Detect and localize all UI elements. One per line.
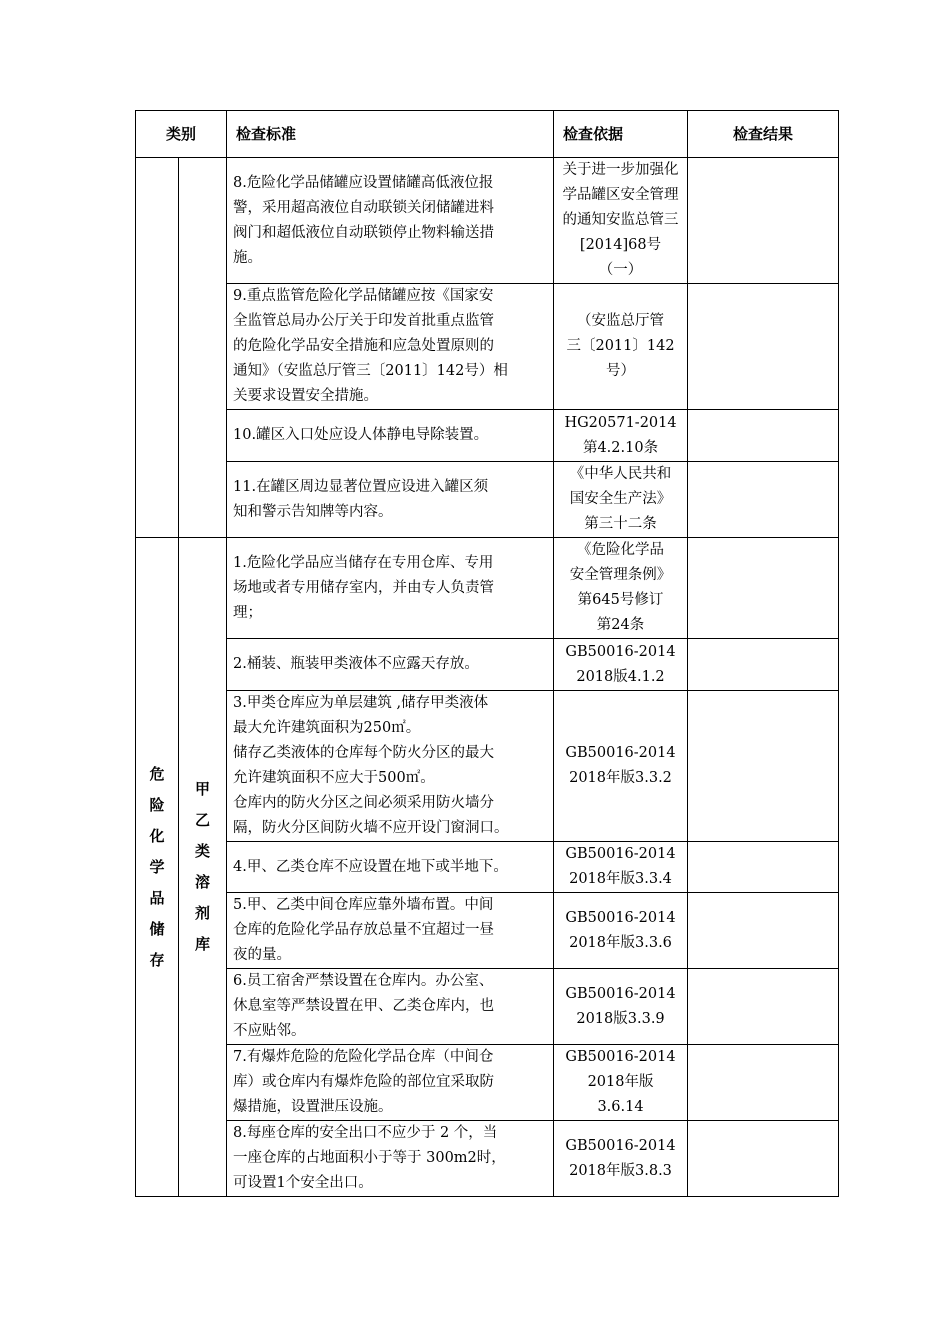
result-cell[interactable]	[688, 158, 839, 284]
text-line: 号）	[606, 363, 636, 379]
text-line: 隔，防火分区间防火墙不应开设门窗洞口。	[233, 820, 509, 836]
text-line: 2018版4.1.2	[576, 668, 665, 685]
text-line: 休息室等严禁设置在甲、乙类仓库内，也	[233, 998, 495, 1014]
table-row	[136, 284, 839, 410]
text-line: 施。	[233, 249, 263, 266]
table-row	[136, 410, 839, 462]
text-line: 允许建筑面积不应大于500㎡。	[233, 770, 435, 786]
basis-cell	[554, 691, 688, 842]
text-line: 《中华人民共和	[569, 466, 672, 482]
text-line: 不应贴邻。	[233, 1023, 306, 1039]
text-line: 2018年版	[587, 1074, 654, 1090]
basis-cell	[554, 1121, 688, 1197]
standard-cell	[227, 158, 554, 284]
text-line: GB50016-2014	[565, 985, 676, 1002]
header-result: 检查结果	[688, 111, 839, 158]
text-line: 第645号修订	[577, 592, 664, 608]
text-line: 警，采用超高液位自动联锁关闭储罐进料	[233, 199, 495, 216]
table-body	[136, 158, 839, 1197]
text-line: 知和警示告知牌等内容。	[233, 503, 393, 520]
text-line: 最大允许建筑面积为250㎡。	[233, 720, 421, 736]
basis-cell	[554, 842, 688, 893]
inspection-table	[135, 110, 839, 1197]
basis-cell	[554, 969, 688, 1045]
result-cell[interactable]	[688, 969, 839, 1045]
header-standard: 检查标准	[227, 111, 554, 158]
result-cell[interactable]	[688, 410, 839, 462]
text-line: 4.甲、乙类仓库不应设置在地下或半地下。	[233, 858, 508, 875]
category-main	[136, 538, 179, 1197]
text-line: 2018年版3.3.6	[569, 934, 672, 951]
result-cell[interactable]	[688, 538, 839, 639]
header-row	[136, 111, 839, 158]
text-line: 的通知安监总管三	[562, 212, 679, 228]
basis-cell	[554, 158, 688, 284]
text-line: 9.重点监管危险化学品储罐应按《国家安	[233, 288, 494, 304]
result-cell[interactable]	[688, 1121, 839, 1197]
text-line: 全监管总局办公厅关于印发首批重点监管	[233, 313, 495, 329]
text-line: GB50016-2014	[565, 909, 676, 926]
text-line: 《危险化学品	[577, 542, 665, 558]
result-cell[interactable]	[688, 842, 839, 893]
text-line: 2.桶装、瓶装甲类液体不应露天存放。	[233, 656, 479, 672]
text-line: 8.每座仓库的安全出口不应少于 2 个，当	[233, 1125, 498, 1141]
text-line: 一座仓库的占地面积小于等于 300m2时，	[233, 1150, 506, 1166]
result-cell[interactable]	[688, 1045, 839, 1121]
basis-cell	[554, 893, 688, 969]
text-line: 三〔2011〕142	[566, 338, 675, 354]
text-line: 2018年版3.8.3	[569, 1162, 672, 1179]
basis-cell	[554, 538, 688, 639]
text-line: HG20571-2014	[564, 414, 677, 431]
text-line: 第24条	[596, 617, 645, 633]
table-row	[136, 639, 839, 691]
result-cell[interactable]	[688, 462, 839, 538]
standard-cell	[227, 410, 554, 462]
text-line: （安监总厅管	[577, 313, 665, 329]
text-line: 7.有爆炸危险的危险化学品仓库（中间仓	[233, 1049, 494, 1065]
table-row	[136, 1045, 839, 1121]
subcategory-cell-empty	[179, 158, 227, 538]
text-line: （一）	[598, 262, 643, 278]
text-line: 阀门和超低液位自动联锁停止物料输送措	[233, 224, 495, 241]
standard-cell	[227, 1121, 554, 1197]
table-row	[136, 691, 839, 842]
standard-cell	[227, 842, 554, 893]
text-line: 关于进一步加强化	[562, 162, 679, 178]
text-line: 第4.2.10条	[582, 439, 659, 456]
text-line: 场地或者专用储存室内，并由专人负责管	[233, 579, 495, 596]
table-row	[136, 462, 839, 538]
text-line: 10.罐区入口处应设人体静电导除装置。	[233, 427, 489, 443]
text-line: 3.甲类仓库应为单层建筑 ,储存甲类液体	[233, 695, 489, 711]
result-cell[interactable]	[688, 639, 839, 691]
text-line: 库）或仓库内有爆炸危险的部位宜采取防	[233, 1074, 495, 1090]
text-line: GB50016-2014	[565, 1049, 676, 1065]
text-line: 6.员工宿舍严禁设置在仓库内。办公室、	[233, 973, 494, 989]
category-sub	[179, 538, 227, 1197]
text-line: GB50016-2014	[565, 643, 676, 660]
text-line: 8.危险化学品储罐应设置储罐高低液位报	[233, 174, 494, 191]
text-line: 理；	[233, 604, 263, 621]
table-row	[136, 158, 839, 284]
text-line: 安全管理条例》	[569, 567, 672, 583]
category-sub-text: 甲乙类溶剂库	[194, 780, 210, 953]
text-line: 2018年版3.3.4	[569, 871, 672, 887]
table-row	[136, 893, 839, 969]
text-line: GB50016-2014	[565, 1137, 676, 1154]
standard-cell	[227, 1045, 554, 1121]
standard-cell	[227, 639, 554, 691]
text-line: 仓库内的防火分区之间必须采用防火墙分	[233, 795, 495, 811]
header-category: 类别	[136, 111, 227, 158]
text-line: 爆措施，设置泄压设施。	[233, 1099, 393, 1115]
standard-cell	[227, 969, 554, 1045]
text-line: 通知》（安监总厅管三〔2011〕142号）相	[233, 363, 508, 379]
basis-cell	[554, 284, 688, 410]
text-line: 夜的量。	[233, 947, 292, 963]
text-line: 可设置1个安全出口。	[233, 1175, 373, 1191]
text-line: 11.在罐区周边显著位置应设进入罐区须	[233, 478, 489, 495]
text-line: 5.甲、乙类中间仓库应靠外墙布置。中间	[233, 897, 494, 913]
text-line: 关要求设置安全措施。	[233, 388, 379, 404]
text-line: 2018版3.3.9	[576, 1010, 665, 1027]
text-line: GB50016-2014	[565, 745, 676, 761]
table-row	[136, 538, 839, 639]
result-cell[interactable]	[688, 691, 839, 842]
text-line: [2014]68号	[579, 237, 662, 253]
standard-cell	[227, 462, 554, 538]
result-cell[interactable]	[688, 284, 839, 410]
table-row	[136, 842, 839, 893]
text-line: 储存乙类液体的仓库每个防火分区的最大	[233, 745, 495, 761]
table-row	[136, 969, 839, 1045]
basis-cell	[554, 1045, 688, 1121]
header-basis: 检查依据	[554, 111, 688, 158]
text-line: 3.6.14	[597, 1099, 644, 1115]
text-line: 1.危险化学品应当储存在专用仓库、专用	[233, 554, 494, 571]
basis-cell	[554, 410, 688, 462]
category-cell-empty	[136, 158, 179, 538]
standard-cell	[227, 538, 554, 639]
table-row	[136, 1121, 839, 1197]
standard-cell	[227, 691, 554, 842]
result-cell[interactable]	[688, 893, 839, 969]
text-line: 仓库的危险化学品存放总量不宜超过一昼	[233, 922, 495, 938]
text-line: 学品罐区安全管理	[562, 187, 679, 203]
text-line: 第三十二条	[584, 516, 657, 532]
text-line: 2018年版3.3.2	[569, 770, 672, 786]
text-line: 国安全生产法》	[569, 491, 672, 507]
standard-cell	[227, 284, 554, 410]
basis-cell	[554, 639, 688, 691]
category-main-text: 危险化学品储存	[149, 764, 165, 969]
basis-cell	[554, 462, 688, 538]
standard-cell	[227, 893, 554, 969]
text-line: 的危险化学品安全措施和应急处置原则的	[233, 338, 495, 354]
text-line: GB50016-2014	[565, 846, 676, 862]
